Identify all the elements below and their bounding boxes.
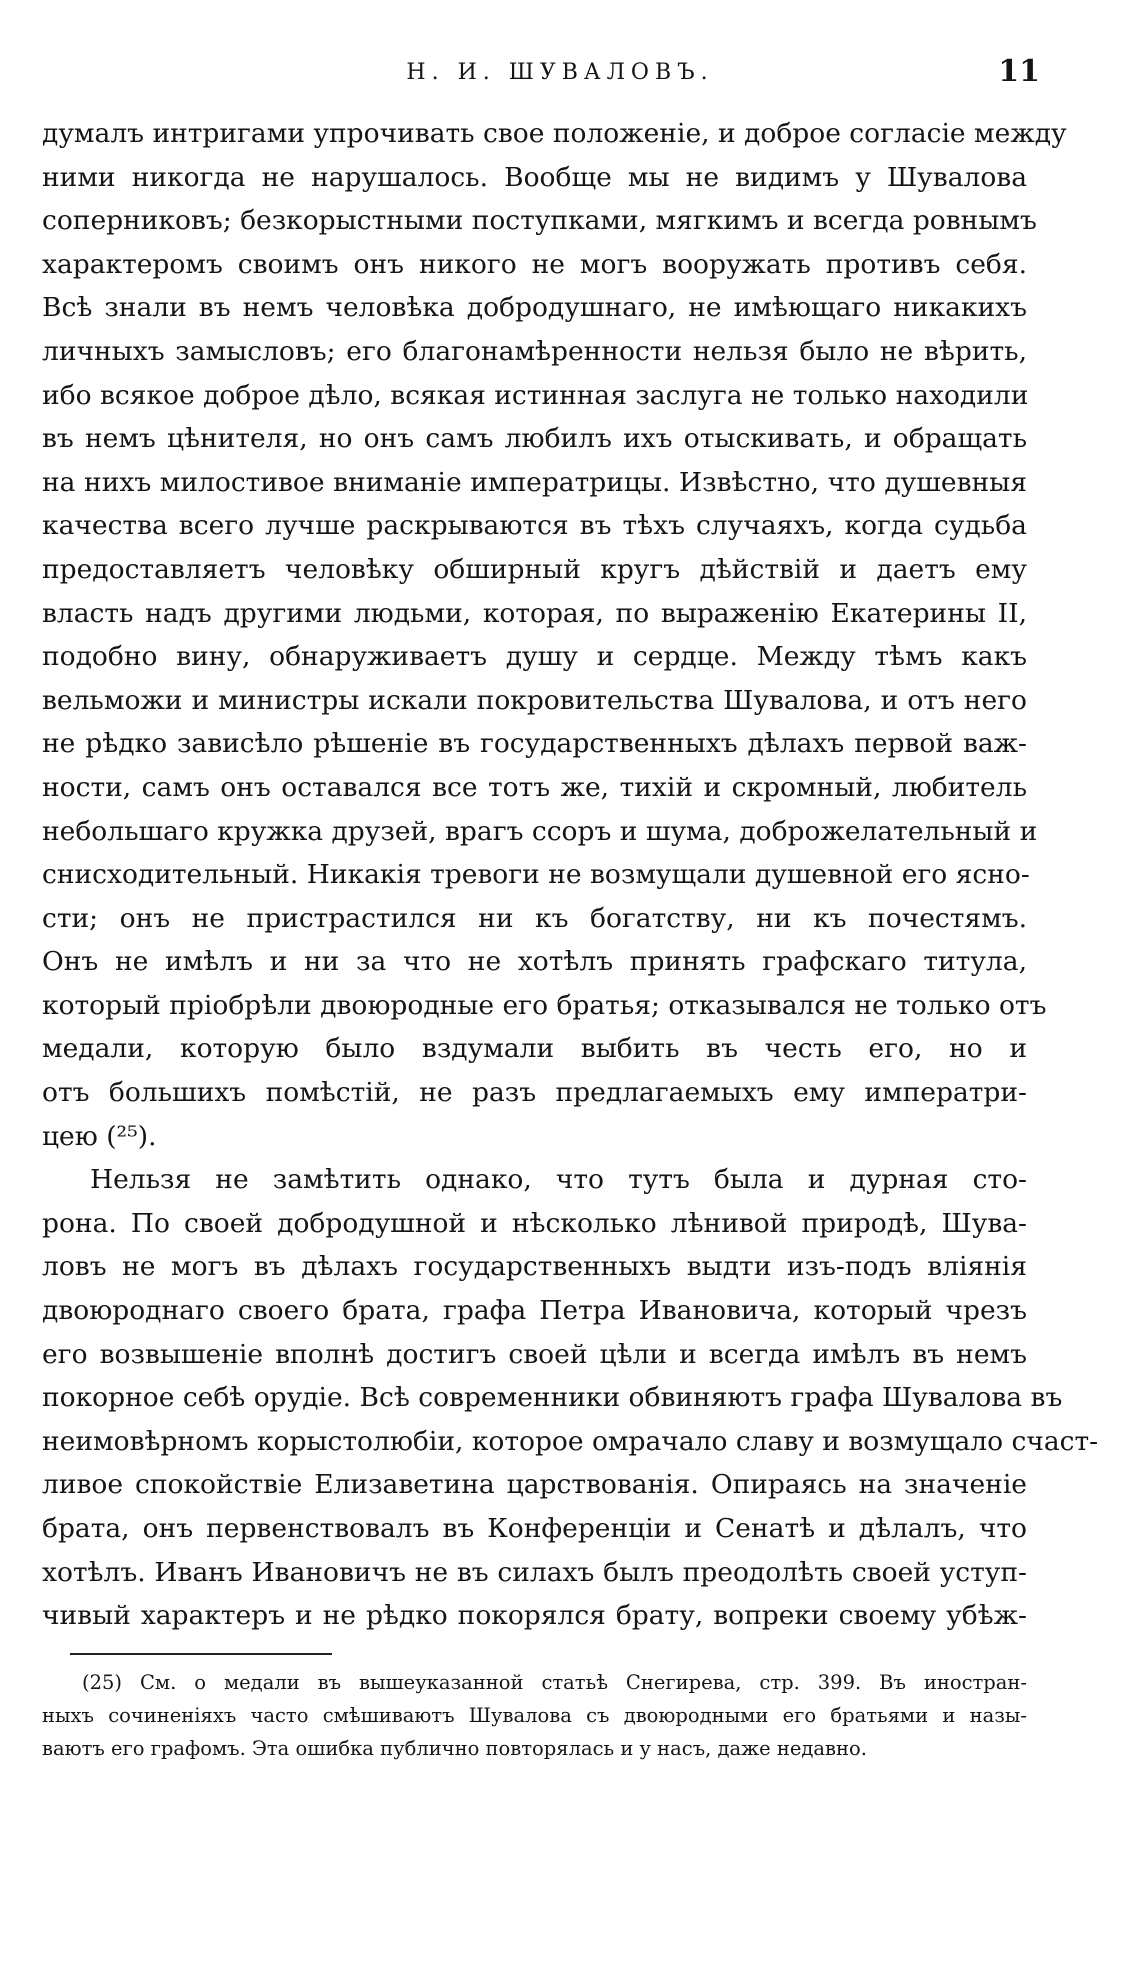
text-line: двоюроднаго своего брата, графа Петра Ивановича, который чрезъ <box>42 1295 1027 1327</box>
text-line: предоставляетъ человѣку обширный кругъ дѣйствій и даетъ ему <box>42 553 1027 585</box>
body-text <box>42 112 1099 1638</box>
text-line: Онъ не имѣлъ и ни за что не хотѣлъ принять графскаго титула, <box>42 946 1027 978</box>
footnote-line: (25) См. о медали въ вышеуказанной статьѣ Снегирева, стр. 399. Въ иностран- <box>82 1671 1027 1694</box>
text-line: медали, которую было вздумали выбить въ честь его, но и <box>42 1033 1027 1065</box>
text-line: характеромъ своимъ онъ никого не могъ вооружать противъ себя. <box>42 248 1027 280</box>
text-line: личныхъ замысловъ; его благонамѣренности нельзя было не вѣрить, <box>42 335 1027 367</box>
text-line: Всѣ знали въ немъ человѣка добродушнаго, не имѣющаго никакихъ <box>42 292 1027 324</box>
text-line: на нихъ милостивое вниманіе императрицы. Извѣстно, что душевныя <box>42 466 1027 498</box>
running-head <box>40 54 1040 100</box>
running-title: Н. И. ШУВАЛОВЪ. <box>406 60 714 85</box>
text-line: подобно вину, обнаруживаетъ душу и сердце. Между тѣмъ какъ <box>42 641 1027 673</box>
text-line: неимовѣрномъ корыстолюбіи, которое омрачало славу и возмущало счаст- <box>42 1425 1099 1457</box>
text-line: не рѣдко зависѣло рѣшеніе въ государственныхъ дѣлахъ первой важ- <box>42 728 1027 760</box>
text-line: качества всего лучше раскрываются въ тѣхъ случаяхъ, когда судьба <box>42 510 1027 542</box>
text-line: цею (²⁵). <box>42 1120 157 1152</box>
text-line: въ немъ цѣнителя, но онъ самъ любилъ ихъ отыскивать, и обращать <box>42 423 1027 455</box>
footnote-divider <box>70 1653 332 1655</box>
text-line: ними никогда не нарушалось. Вообще мы не видимъ у Шувалова <box>42 161 1027 193</box>
text-line: власть надъ другими людьми, которая, по выраженію Екатерины II, <box>42 597 1027 629</box>
text-line: чивый характеръ и не рѣдко покорялся брату, вопреки своему убѣж- <box>42 1600 1027 1632</box>
text-line: снисходительный. Никакія тревоги не возмущали душевной его ясно- <box>42 859 1030 891</box>
text-line: соперниковъ; безкорыстными поступками, мягкимъ и всегда ровнымъ <box>42 205 1037 237</box>
text-line: хотѣлъ. Иванъ Ивановичъ не въ силахъ былъ преодолѣть своей уступ- <box>42 1556 1027 1588</box>
text-line: который пріобрѣли двоюродные его братья; отказывался не только отъ <box>42 989 1047 1021</box>
footnote-line: ныхъ сочиненіяхъ часто смѣшиваютъ Шувалова съ двоюродными его братьями и назы- <box>42 1704 1027 1727</box>
text-line: сти; онъ не пристрастился ни къ богатству, ни къ почестямъ. <box>42 902 1027 934</box>
text-line: вельможи и министры искали покровительства Шувалова, и отъ него <box>42 684 1027 716</box>
text-line: рона. По своей добродушной и нѣсколько лѣнивой природѣ, Шува- <box>42 1207 1027 1239</box>
text-line: ибо всякое доброе дѣло, всякая истинная заслуга не только находили <box>42 379 1029 411</box>
text-line: небольшаго кружка друзей, врагъ ссоръ и шума, доброжелательный и <box>42 815 1038 847</box>
text-line: ности, самъ онъ оставался все тотъ же, тихій и скромный, любитель <box>42 771 1027 803</box>
text-line: отъ большихъ помѣстій, не разъ предлагаемыхъ ему императри- <box>42 1077 1027 1109</box>
text-line: ловъ не могъ въ дѣлахъ государственныхъ выдти изъ-подъ вліянія <box>42 1251 1027 1283</box>
text-line: ливое спокойствіе Елизаветина царствованія. Опираясь на значеніе <box>42 1469 1027 1501</box>
text-line: брата, онъ первенствовалъ въ Конференціи и Сенатѣ и дѣлалъ, что <box>42 1513 1027 1544</box>
text-line: думалъ интригами упрочивать свое положеніе, и доброе согласіе между <box>42 118 1067 149</box>
footnote-line: ваютъ его графомъ. Эта ошибка публично повторялась и у насъ, даже недавно. <box>42 1737 867 1760</box>
footnotes <box>42 1666 1027 1765</box>
text-line: его возвышеніе вполнѣ достигъ своей цѣли и всегда имѣлъ въ немъ <box>42 1338 1027 1370</box>
paragraph-start-line: Нельзя не замѣтить однако, что тутъ была и дурная сто- <box>90 1164 1027 1196</box>
text-line: покорное себѣ орудіе. Всѣ современники обвиняютъ графа Шувалова въ <box>42 1382 1063 1414</box>
page-number: 11 <box>998 54 1040 89</box>
